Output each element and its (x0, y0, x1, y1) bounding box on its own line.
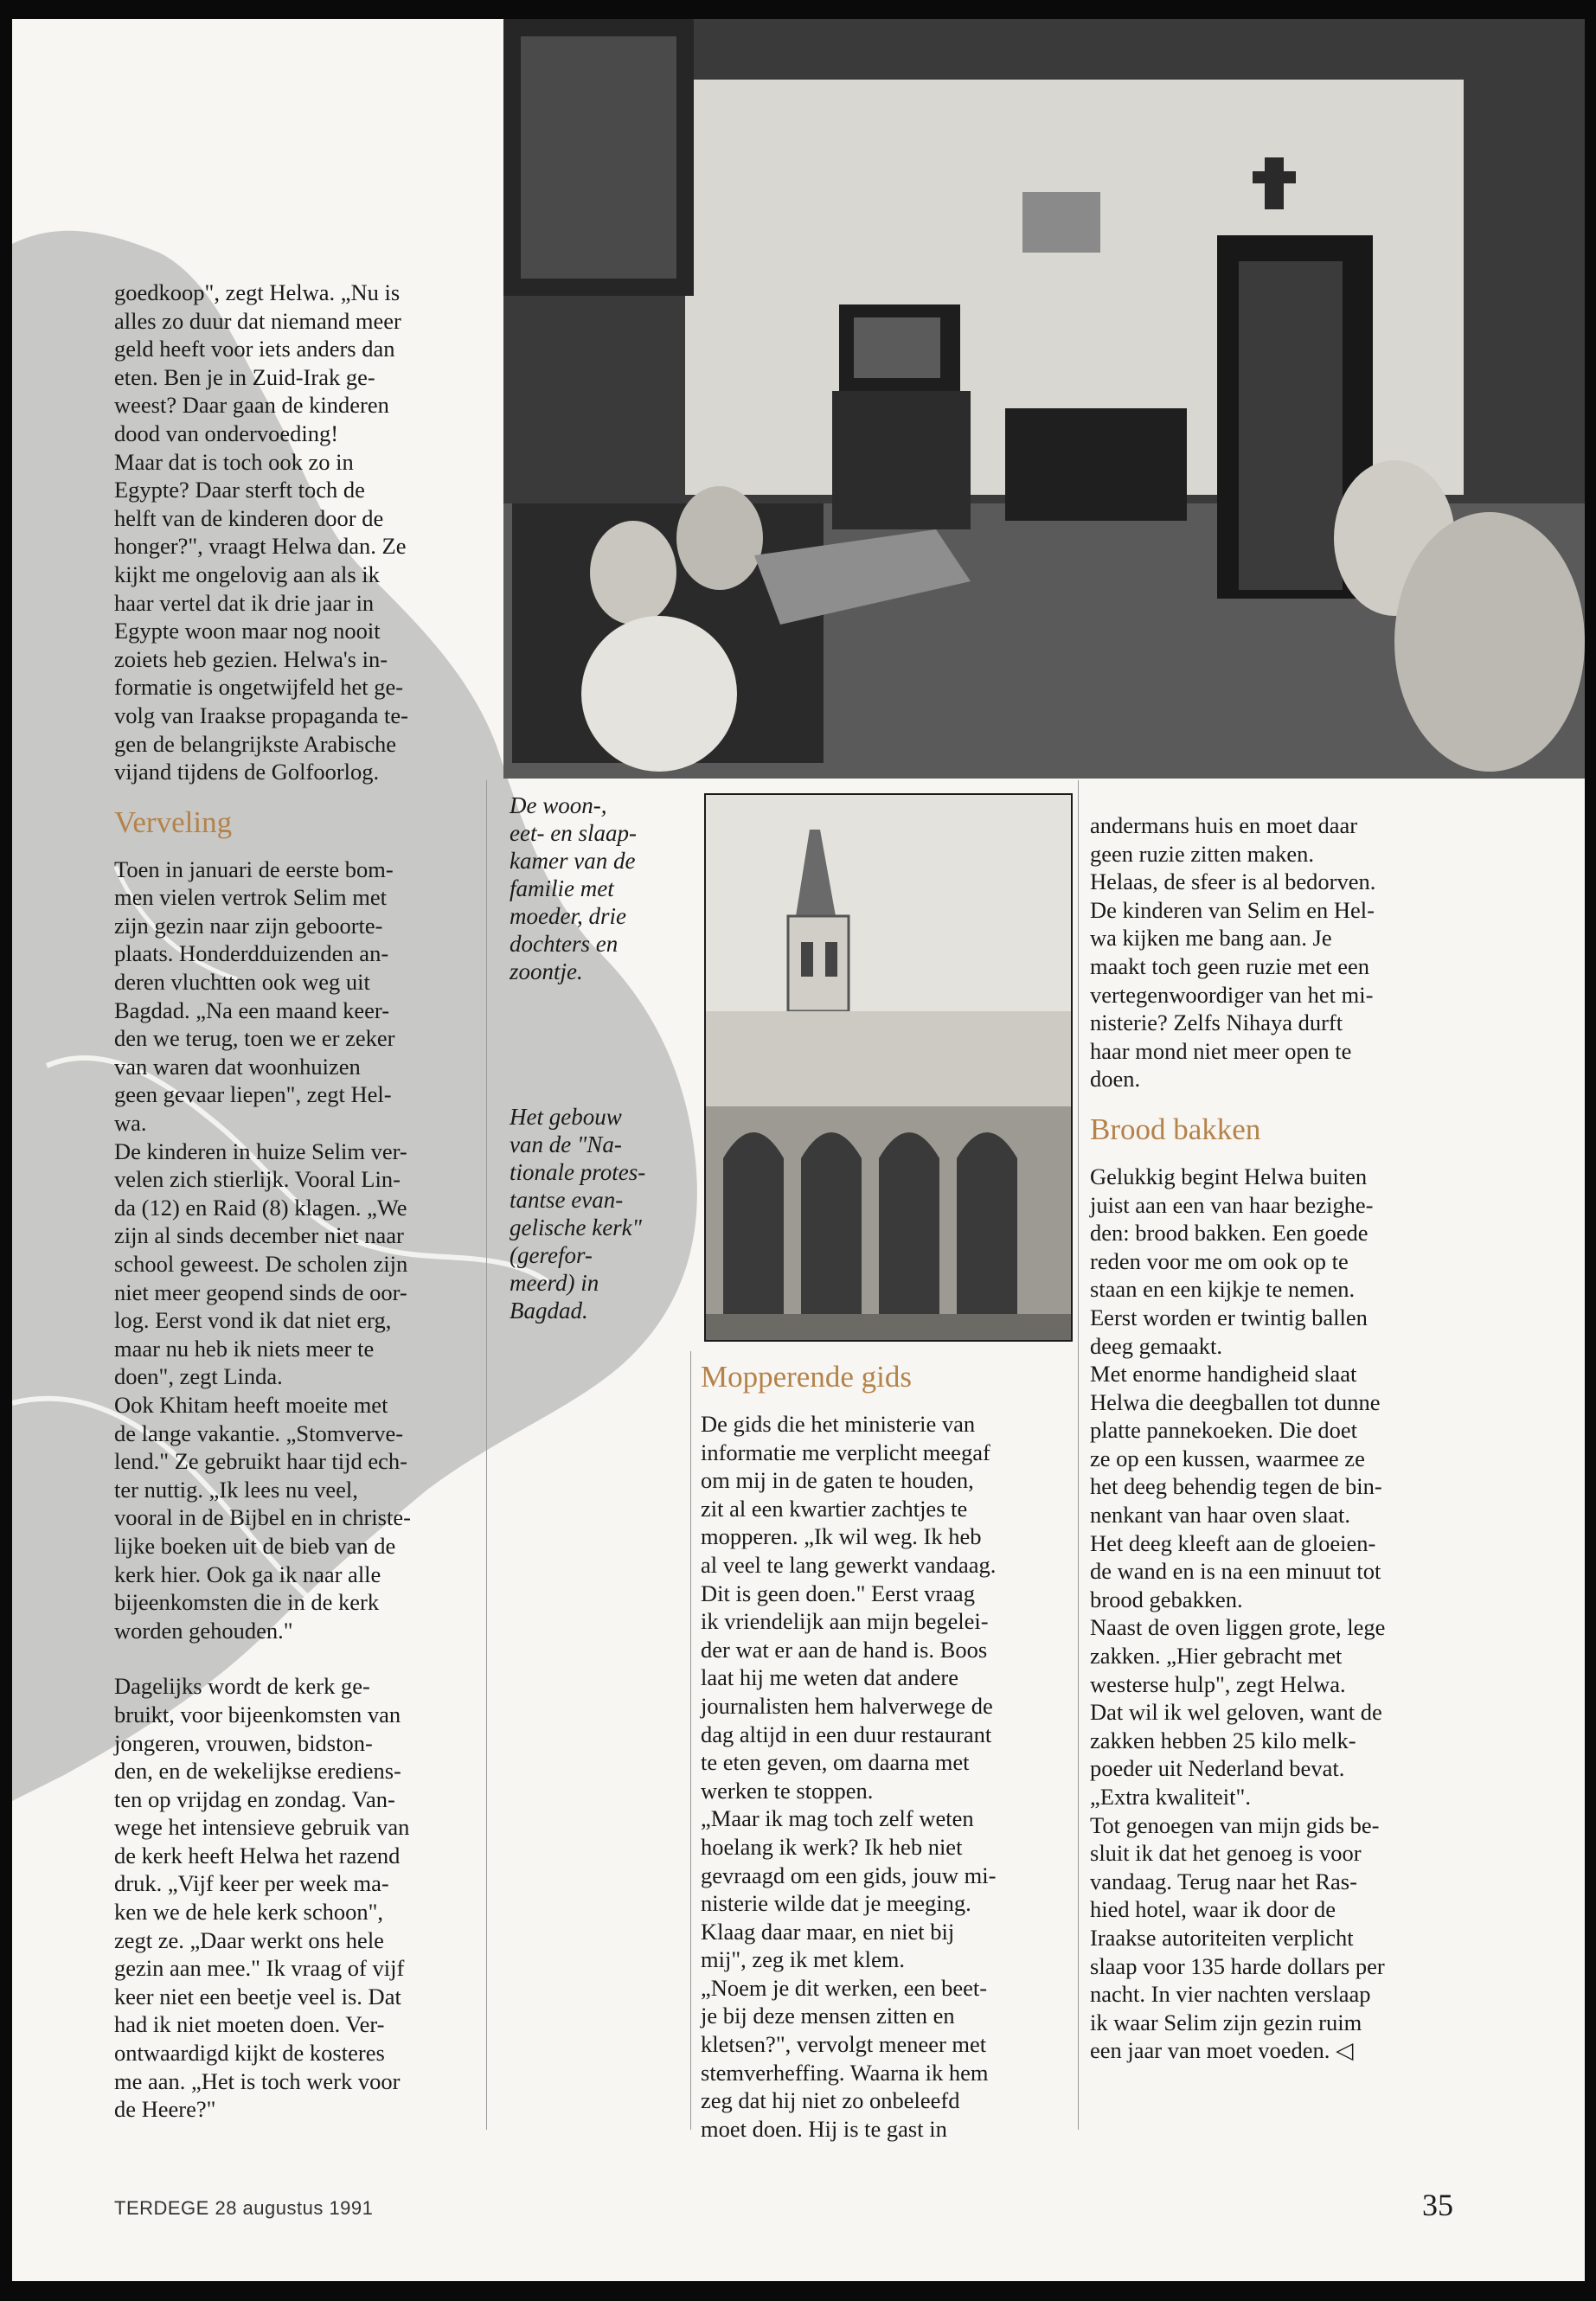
col2-paragraph-2: „Maar ik mag toch zelf weten hoelang ik werk? Ik heb niet gevraagd om een gids, jouw mi- nisterie wilde dat je meeging. Klaag daar maar, en niet bij mij", zeg ik met klem. (701, 1805, 997, 1973)
col3-paragraph-1: andermans huis en moet daar geen ruzie zitten maken. Helaas, de sfeer is al bedorven. De kinderen van Selim en Hel- wa kijken me bang aan. Je maakt toch geen ruzie met een vertegenwoordiger van het mi- nisterie? Zelfs Nihaya durft haar mond niet meer open te doen. (1090, 812, 1376, 1093)
column-2 (701, 1341, 1073, 2143)
col3-paragraph-3: Met enorme handigheid slaat Helwa die deegballen tot dunne platte pannekoeken. Die doet ze op een kussen, waarmee ze het deeg behendig tegen de bin- nenkant van haar oven slaat. Het deeg kleeft aan de gloeien- de wand en is na een minuut tot brood gebakken. (1090, 1361, 1382, 1612)
photo-living-room (503, 19, 1585, 779)
col3-paragraph-5: Tot genoegen van mijn gids be- sluit ik dat het genoeg is voor vandaag. Terug naar het Ras- hied hotel, waar ik door de Iraakse autoriteiten verplicht slaap voor 135 harde dollars per nacht. In vier nachten verslaap ik waar Selim zijn gezin ruim een jaar van moet voeden. ◁ (1090, 1811, 1385, 2064)
col2-paragraph-1: De gids die het ministerie van informatie me verplicht meegaf om mij in de gaten te houden, zit al een kwartier zachtjes te mopperen. „Ik wil weg. Ik heb al veel te lang gewerkt vandaag. Dit is geen doen." Eerst vraag ik vriendelijk aan mijn begelei- der wat er aan de hand is. Boos laat hij me weten dat andere journalisten hem halverwege de dag altijd in een duur restaurant te eten geven, om daarna met werken te stoppen. (701, 1411, 997, 1804)
heading-verveling: Verveling (114, 804, 233, 839)
heading-brood-bakken: Brood bakken (1090, 1112, 1261, 1146)
column-rule-1 (486, 780, 487, 2130)
col1-paragraph-4: Ook Khitam heeft moeite met de lange vakantie. „Stomverve- lend." Ze gebruikt haar tijd ech- ter nuttig. „Ik lees nu veel, vooral in de Bijbel en in christe- lijke boeken uit de bieb van de kerk hier. Ook ga ik naar alle bijeenkomsten die in de kerk worden gehouden." (114, 1391, 411, 1644)
heading-mopperende-gids: Mopperende gids (701, 1360, 912, 1394)
col1-paragraph-5: Dagelijks wordt de kerk ge- bruikt, voor bijeenkomsten van jongeren, vrouwen, bidston- den, en de wekelijkse erediens- ten op vrijdag en zondag. Van- wege het intensieve gebruik van de kerk heeft Helwa het razend druk. „Vijf keer per week ma- ken we de hele kerk schoon", zegt ze. „Daar werkt ons hele gezin aan mee." Ik vraag of vijf keer niet een beetje veel is. Dat had ik niet moeten doen. Ver- ontwaardigd kijkt de kosteres me aan. „Het is toch werk voor de Heere?" (114, 1673, 410, 2123)
column-1 (114, 279, 486, 2124)
col2-paragraph-3: „Noem je dit werken, een beet- je bij deze mensen zitten en kletsen?", vervolgt meneer met stemverheffing. Waarna ik hem zeg dat hij niet zo onbeleefd moet doen. Hij is te gast in (701, 1974, 989, 2142)
column-rule-2 (690, 1351, 691, 2130)
footer-publication: TERDEGE 28 augustus 1991 (114, 2197, 374, 2219)
caption-living-room: De woon-, eet- en slaap- kamer van de familie met moeder, drie dochters en zoontje. (510, 792, 637, 984)
col3-paragraph-2: Gelukkig begint Helwa buiten juist aan een van haar bezighe- den: brood bakken. Een goede reden voor me om ook op te staan en een kijkje te nemen. Eerst worden er twintig ballen deeg gemaakt. (1090, 1163, 1374, 1359)
living-room-photo-art (503, 19, 1585, 779)
col3-paragraph-4: Naast de oven liggen grote, lege zakken. „Hier gebracht met westerse hulp", zegt Helwa. Dat wil ik wel geloven, want de zakken hebben 25 kilo melk- poeder uit Nederland bevat. „Extra kwaliteit". (1090, 1614, 1386, 1810)
page-number: 35 (1422, 2188, 1453, 2222)
column-rule-3 (1078, 780, 1079, 2130)
church-photo-art (706, 795, 1071, 1340)
col1-paragraph-2: Toen in januari de eerste bom- men vielen vertrok Selim met zijn gezin naar zijn geboorte- plaats. Honderdduizenden an- deren vluchtten ook weg uit Bagdad. „Na een maand keer- den we terug, toen we er zeker van waren dat woonhuizen geen gevaar liepen", zegt Hel- wa. (114, 856, 395, 1137)
photo-church (704, 793, 1073, 1342)
col1-paragraph-1: goedkoop", zegt Helwa. „Nu is alles zo duur dat niemand meer geld heeft voor iets anders dan eten. Ben je in Zuid-Irak ge- weest? Daar gaan de kinderen dood van ondervoeding! Maar dat is toch ook zo in Egypte? Daar sterft toch de helft van de kinderen door de honger?", vraagt Helwa dan. Ze kijkt me ongelovig aan als ik haar vertel dat ik drie jaar in Egypte woon maar nog nooit zoiets heb gezien. Helwa's in- formatie is ongetwijfeld het ge- volg van Iraakse propaganda te- gen de belangrijkste Arabische vijand tijdens de Golfoorlog. (114, 279, 408, 785)
magazine-page (12, 19, 1585, 2281)
caption-church: Het gebouw van de "Na- tionale protes- tantse evan- gelische kerk" (gerefor- meerd) in Bagdad. (510, 1104, 646, 1324)
column-3 (1090, 811, 1471, 2065)
col1-paragraph-3: De kinderen in huize Selim ver- velen zich stierlijk. Vooral Lin- da (12) en Raid (8) klagen. „We zijn al sinds december niet naar school geweest. De scholen zijn niet meer geopend sinds de oor- log. Eerst vond ik dat niet erg, maar nu heb ik niets meer te doen", zegt Linda. (114, 1138, 408, 1390)
